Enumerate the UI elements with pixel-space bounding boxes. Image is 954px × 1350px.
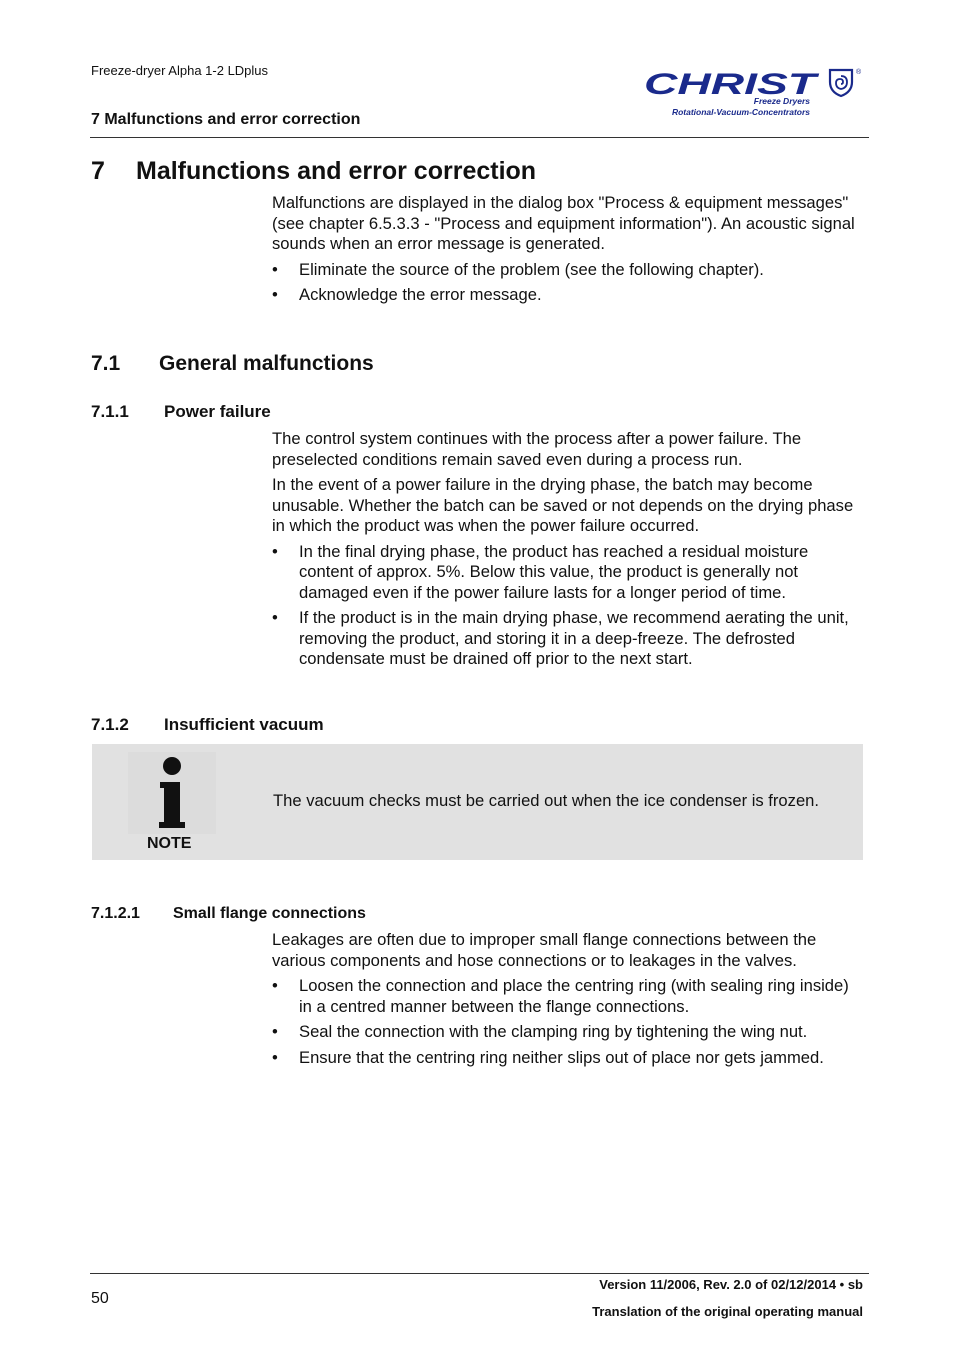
heading-section-7-1-2 [91,715,324,735]
heading-text: Power failure [164,402,271,421]
list-item: • Ensure that the centring ring neither slips out of place nor gets jammed. [272,1048,864,1069]
header-product-name: Freeze-dryer Alpha 1-2 LDplus [91,63,269,78]
heading-text: Insufficient vacuum [164,715,324,734]
page-number: 50 [91,1290,109,1307]
logo-registered-mark: ® [856,69,862,76]
heading-section-7 [91,157,536,186]
note-label: NOTE [147,835,192,852]
header-chapter-title: 7 Malfunctions and error correction [91,111,361,128]
header-rule [90,137,869,138]
heading-section-7-1 [91,352,374,376]
footer-version: Version 11/2006, Rev. 2.0 of 02/12/2014 • sb [599,1277,863,1292]
power-failure-para-1: The control system continues with the process after a power failure. The preselected conditions remain saved even during a process run. [272,429,802,469]
logo-line-2: Rotational-Vacuum-Concentrators [671,107,810,117]
note-text: The vacuum checks must be carried out when the ice condenser is frozen. [273,791,820,810]
list-item: • Acknowledge the error message. [272,285,864,306]
power-failure-para-2: In the event of a power failure in the drying phase, the batch may become unusable. Whether the batch can be saved or not depends on the drying phase in which the product was when the power failure occurred. [272,475,854,535]
flange-para: Leakages are often due to improper small flange connections between the various components and hose connections or to leakages in the valves. [272,930,817,970]
christ-logo [640,62,866,120]
section-7-1-2-1-body [272,930,864,1073]
heading-text: Small flange connections [173,905,366,922]
logo-shield-icon [830,70,852,96]
section-7-1-1-body [272,429,864,675]
heading-number: 7.1.2 [91,715,129,734]
footer-rule [90,1273,869,1274]
heading-section-7-1-2-1 [91,905,366,923]
list-item: • Loosen the connection and place the centring ring (with sealing ring inside) in a centred manner between the flange connections. [272,976,864,1017]
list-item: • In the final drying phase, the product has reached a residual moisture content of approx. 5%. Below this value, the product is generally not damaged even if the power failure lasts for a longer period of time. [272,542,864,604]
heading-number: 7.1.2.1 [91,905,140,922]
heading-section-7-1-1 [91,402,271,422]
heading-number: 7.1.1 [91,402,129,421]
list-item: • Eliminate the source of the problem (see the following chapter). [272,260,864,281]
section-7-bullet-list [272,260,864,306]
heading-text: General malfunctions [159,352,374,375]
list-item: • If the product is in the main drying phase, we recommend aerating the unit, removing the product, and storing it in a deep-freeze. The defrosted condensate must be drained off prior to the next start. [272,608,864,670]
logo-brand: CHRIST [644,68,821,101]
power-failure-bullet-list [272,542,864,670]
flange-bullet-list [272,976,864,1068]
info-icon [128,752,216,834]
logo-line-1: Freeze Dryers [753,96,810,106]
heading-number: 7 [91,157,105,185]
list-item: • Seal the connection with the clamping ring by tightening the wing nut. [272,1022,864,1043]
heading-text: Malfunctions and error correction [136,157,537,185]
footer-translation-note: Translation of the original operating manual [592,1304,863,1319]
section-7-body [272,193,864,311]
section-7-intro: Malfunctions are displayed in the dialog box "Process & equipment messages" (see chapter 6.5.3.3 - "Process and equipment information"). An acoustic signal sounds when an error message is generated. [272,193,855,253]
heading-number: 7.1 [91,352,121,375]
